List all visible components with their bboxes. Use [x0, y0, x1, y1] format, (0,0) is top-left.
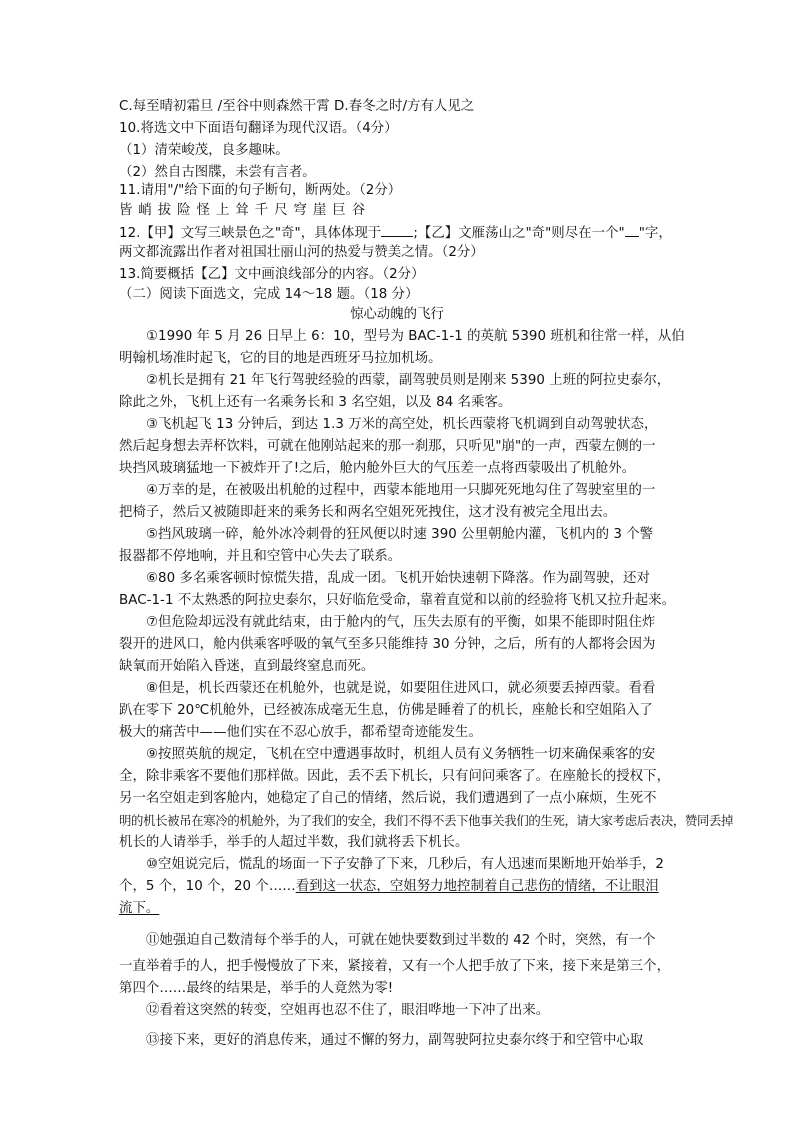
paragraph-7: ⑦但危险却远没有就此结束，由于舱内的气，压失去原有的平衡，如果不能即时阻住炸	[146, 615, 656, 630]
paragraph-7-cont: 裂开的进风口，舱内供乘客呼吸的氧气至多只能维持 30 分钟，之后，所有的人都将会因为	[119, 637, 656, 652]
paragraph-4-cont: 把椅子，然后又被随即赶来的乘务长和两名空姐死死拽住，这才没有被完全甩出去。	[119, 505, 617, 520]
paragraph-5: ⑤挡风玻璃一碎，舱外冰冷刺骨的狂风便以时速 390 公里朝舱内灌，飞机内的 3 个警	[146, 527, 654, 542]
paragraph-8-cont: 极大的痛苦中——他们实在不忍心放手，都希望奇迹能发生。	[119, 725, 482, 740]
question-12-part-a: 12.【甲】文写三峡景色之"奇"，具体体现于	[119, 226, 382, 241]
sentence-char: 巨	[332, 203, 346, 218]
paragraph-11-cont: 一直举着手的人，把手慢慢放了下来，紧接着，又有一个人把手放了下来，接下来是第三个，	[119, 959, 671, 974]
paragraph-3-cont: 块挡风玻璃猛地一下被炸开了!之后，舱内舱外巨大的气压差一点将西蒙吸出了机舱外。	[119, 461, 636, 476]
sentence-to-punctuate	[119, 200, 371, 222]
answer-blank-1[interactable]	[381, 222, 413, 237]
paragraph-1-cont: 明翰机场准时起飞，它的目的地是西班牙马拉加机场。	[119, 351, 442, 366]
question-10-item-1: （1）清荣峻茂，良多趣味。	[119, 143, 289, 158]
underlined-sentence-end: 流下。	[119, 901, 160, 916]
answer-blank-2[interactable]	[625, 222, 639, 237]
sentence-char: 拔	[157, 203, 172, 218]
passage-title: 惊心动魄的飞行	[350, 307, 444, 322]
paragraph-12: ⑫看着这突然的转变，空姐再也忍不住了，眼泪哗地一下冲了出来。	[146, 1003, 550, 1018]
sentence-char: 耸	[235, 203, 249, 218]
sentence-char: 险	[177, 203, 191, 218]
paragraph-10: ⑩空姐说完后，慌乱的场面一下子安静了下来，几秒后，有人迅速而果断地开始举手，2	[146, 857, 664, 872]
sentence-char: 峭	[138, 203, 152, 218]
paragraph-9: ⑨按照英航的规定，飞机在空中遭遇事故时，机组人员有义务牺牲一切来确保乘客的安	[146, 747, 656, 762]
question-12-part-b: ;【乙】文雁荡山之"奇"则尽在一个"	[413, 226, 625, 241]
paragraph-4: ④万幸的是，在被吸出机舱的过程中，西蒙本能地用一只脚死死地勾住了驾驶室里的一	[146, 483, 656, 498]
paragraph-5-cont: 报器都不停地响，并且和空管中心失去了联系。	[119, 549, 402, 564]
paragraph-7-cont: 缺氧而开始陷入昏迷，直到最终窒息而死。	[119, 659, 375, 674]
paragraph-9-cont: 另一名空姐走到客舱内，她稳定了自己的情绪，然后说，我们遭遇到了一点小麻烦，生死不	[119, 791, 657, 806]
sentence-char: 穹	[293, 203, 307, 218]
paragraph-3-cont: 然后起身想去弄杯饮料，可就在他刚站起来的那一刹那，只听见"崩"的一声，西蒙左侧的一	[119, 439, 656, 454]
option-line-cd: C.每至晴初霜旦 /至谷中则森然干霄 D.春冬之时/方有人见之	[119, 99, 475, 114]
paragraph-11-cont: 第四个……最终的结果是，举手的人竟然为零!	[119, 981, 394, 996]
paragraph-8: ⑧但是，机长西蒙还在机舱外，也就是说，如要阻住进风口，就必须要丢掉西蒙。看看	[146, 681, 656, 696]
question-12-part-c: "字，	[638, 226, 672, 241]
paragraph-2-cont: 除此之外，飞机上还有一名乘务长和 3 名空姐，以及 84 名乘客。	[119, 395, 512, 410]
paragraph-9-cont: 全，除非乘客不要他们那样做。因此，丢不丢下机长，只有问问乘客了。在座舱长的授权下，	[119, 769, 671, 784]
paragraph-8-cont: 趴在零下 20℃机舱外，已经被冻成毫无生息，仿佛是睡着了的机长，座舱长和空姐陷入了	[119, 703, 653, 718]
paragraph-9-cont: 明的机长被吊在寒冷的机舱外，为了我们的安全，我们不得不丢下他事关我们的生死，请大家考虑后表决，赞同丢掉	[119, 813, 734, 828]
paragraph-6-cont: BAC-1-1 不太熟悉的阿拉史泰尔，只好临危受命，靠着直觉和以前的经验将飞机又拉升起来。	[119, 593, 676, 608]
question-13: 13.简要概括【乙】文中画浪线部分的内容。（2分）	[119, 267, 425, 282]
paragraph-1: ①1990 年 5 月 26 日早上 6：10，型号为 BAC-1-1 的英航 5390 班机和往常一样，从伯	[146, 329, 685, 344]
sentence-char: 谷	[351, 203, 366, 218]
paragraph-3: ③飞机起飞 13 分钟后，到达 1.3 万米的高空处，机长西蒙将飞机调到自动驾驶状态，	[146, 417, 658, 432]
question-12-cont: 两文都流露出作者对祖国壮丽山河的热爱与赞美之情。（2分）	[119, 245, 484, 260]
sentence-char: 上	[215, 203, 230, 218]
paragraph-2: ②机长是拥有 21 年飞行驾驶经验的西蒙，副驾驶员则是刚来 5390 上班的阿拉史泰尔，	[146, 373, 671, 388]
sentence-char: 崖	[312, 203, 327, 218]
paragraph-10-cont	[119, 876, 679, 898]
sentence-char: 尺	[274, 203, 288, 218]
sentence-char: 怪	[196, 203, 210, 218]
paragraph-9-cont: 机长的人请举手，举手的人超过半数，我们就将丢下机长。	[119, 835, 469, 850]
question-11: 11.请用"/"给下面的句子断句，断两处。（2分）	[119, 183, 402, 198]
section-2-heading: （二）阅读下面选文，完成 14～18 题。（18 分）	[119, 287, 419, 302]
paragraph-6: ⑥80 多名乘客顿时惊慌失措，乱成一团。飞机开始快速朝下降落。作为副驾驶，还对	[146, 571, 650, 586]
question-10-item-2: （2）然自古图牒，未尝有言者。	[119, 165, 316, 180]
underlined-sentence: 看到这一状态，空姐努力地控制着自己悲伤的情绪，不让眼泪	[295, 879, 659, 894]
question-10: 10.将选文中下面语句翻译为现代汉语。（4分）	[119, 121, 398, 136]
sentence-char: 千	[254, 203, 269, 218]
paragraph-10-cont	[119, 898, 679, 920]
paragraph-11: ⑪她强迫自己数清每个举手的人，可就在她快要数到过半数的 42 个时，突然，有一个	[146, 933, 656, 948]
paragraph-10-count: 个，5 个，10 个，20 个……	[119, 879, 296, 894]
sentence-char: 皆	[119, 203, 133, 218]
paragraph-13: ⑬接下来，更好的消息传来，通过不懈的努力，副驾驶阿拉史泰尔终于和空管中心取	[146, 1033, 644, 1048]
